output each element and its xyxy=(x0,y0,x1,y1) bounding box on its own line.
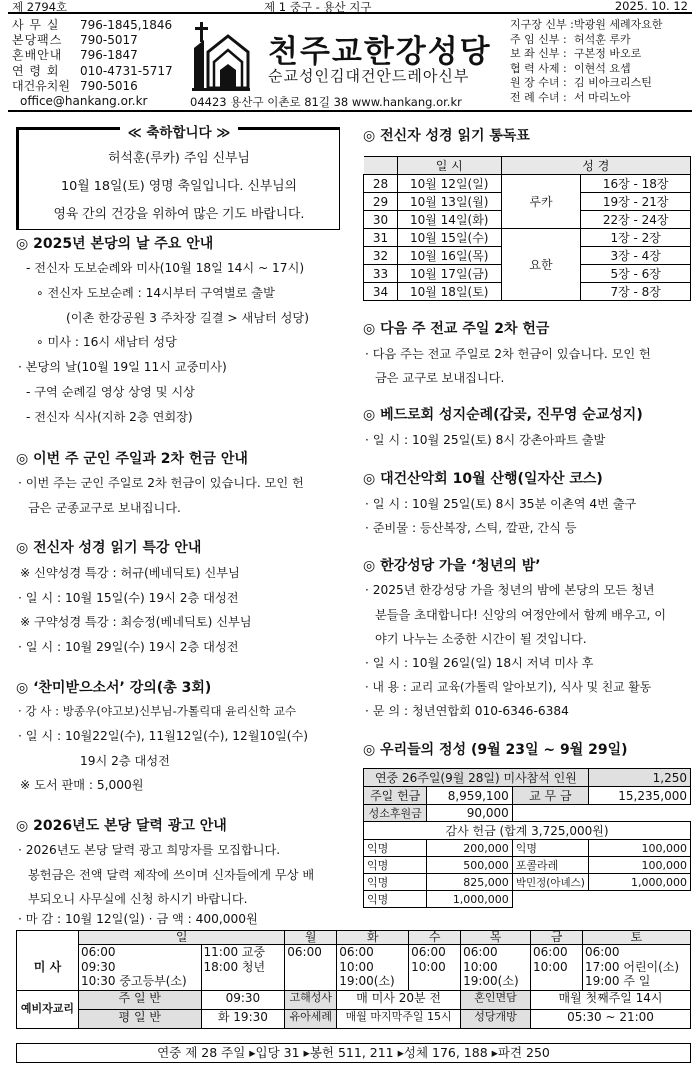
section-title: ◎ 대건산악회 10월 산행(일자산 코스) xyxy=(363,471,603,487)
section-line: 부되오니 사무실에 신청 하시기 바랍니다. xyxy=(28,892,248,906)
table-row: 예비자교리 주 일 반 09:30 고해성사 매 미사 20분 전 혼인면담 매월 첫째주일 14시 xyxy=(17,991,691,1010)
section-line: · 일 시 : 10월 25일(토) 8시 강촌아파트 출발 xyxy=(365,433,606,447)
section-line: 금은 교구로 보내집니다. xyxy=(375,371,505,385)
table-row: 주일 헌금 8,959,100 교 무 금 15,235,000 xyxy=(364,787,691,805)
section-line: · 강 사 : 방종우(야고보)신부님-가톨릭대 윤리신학 교수 xyxy=(18,704,297,718)
table-row: 29 10월 13일(월) 19장 - 21장 xyxy=(364,193,691,211)
address: 04423 용산구 이촌로 81길 38 www.hankang.or.kr xyxy=(190,95,462,109)
table-row: 익명 825,000 박민정(아녜스) 1,000,000 xyxy=(364,874,691,891)
book-name: 루카 xyxy=(501,175,581,229)
table-header: 성 경 xyxy=(501,157,690,175)
section-title: ◎ 전신자 성경 읽기 통독표 xyxy=(363,128,530,144)
section-line: ※ 신약성경 특강 : 허규(베네딕토) 신부님 xyxy=(20,566,240,580)
section-title: ◎ 이번 주 군인 주일과 2차 헌금 안내 xyxy=(16,451,248,467)
day-header: 일 xyxy=(78,931,284,945)
section-line: · 2026년도 본당 달력 광고 희망자를 모집합니다. xyxy=(18,843,281,857)
table-row: 34 10월 18일(토) 7장 - 8장 xyxy=(364,283,691,301)
contact-row: 연 령 회 010-4731-5717 xyxy=(12,63,173,78)
section-line: · 일 시 : 10월 15일(수) 19시 2층 대성전 xyxy=(18,591,239,605)
staff-row: 원 장 수녀 : 김 비아크리스틴 xyxy=(510,76,652,90)
day-header: 수 xyxy=(409,931,461,945)
reading-table xyxy=(363,156,691,301)
congrats-line: 10월 18일(토) 영명 축일입니다. 신부님의 xyxy=(61,179,297,194)
section-line: 봉헌금은 전액 달력 제작에 쓰이며 신자들에게 무상 배 xyxy=(28,868,315,882)
section-title: ◎ 베드로회 성지순례(갑곶, 진무영 순교성지) xyxy=(363,407,643,423)
table-row: 익명 1,000,000 xyxy=(364,891,691,908)
table-row: 미 사 06:00 09:30 10:30 중고등부(소) 11:00 교중 18:00 청년 06:00 06:00 10:00 19:00(소) 06:00 10:00 06:00 10:00 19:00(소) 06:00 10:00 06:00 17:00 어린이(소) 19:00 주 일 xyxy=(17,945,691,991)
table-header-row xyxy=(364,157,691,175)
table-row: 31 10월 15일(수) 요한 1장 - 2장 xyxy=(364,229,691,247)
liturgy-hymns-bar: 연중 제 28 주일 ▸입당 31 ▸봉헌 511, 211 ▸성체 176, 188 ▸파견 250 xyxy=(16,1043,691,1063)
table-row: 평 일 반 화 19:30 유아세례 매월 마지막주일 15시 성당개방 05:30 ~ 21:00 xyxy=(17,1010,691,1029)
day-header: 월 xyxy=(285,931,337,945)
congrats-line: 영육 간의 건강을 위하여 많은 기도 바랍니다. xyxy=(53,207,305,222)
section-title: ◎ 다음 주 전교 주일 2차 헌금 xyxy=(363,321,550,337)
date: 2025. 10. 12 xyxy=(614,0,688,13)
table-row: 성소후원금 90,000 xyxy=(364,805,691,822)
offering-table xyxy=(363,768,691,908)
section-line: · 일 시 : 10월22일(수), 11월12일(수), 12월10일(수) xyxy=(18,729,309,743)
day-header: 토 xyxy=(582,931,690,945)
contact-row: 대건유치원 790-5016 xyxy=(12,78,138,93)
table-row: 익명 200,000 익명 100,000 xyxy=(364,840,691,857)
section-line: - 전신자 식사(지하 2층 연회장) xyxy=(26,410,193,424)
section-line: ※ 도서 판매 : 5,000원 xyxy=(20,778,144,792)
church-logo-icon xyxy=(190,18,252,92)
book-name: 요한 xyxy=(501,229,581,301)
email[interactable]: office@hankang.or.kr xyxy=(20,94,148,109)
table-row: 익명 500,000 포콜라레 100,000 xyxy=(364,857,691,874)
section-line: · 일 시 : 10월 25일(토) 8시 35분 이촌역 4번 출구 xyxy=(365,497,637,511)
section-line: - 구역 순례길 영상 상영 및 시상 xyxy=(26,385,195,399)
section-line: 금은 군종교구로 보내집니다. xyxy=(28,501,181,515)
day-header: 화 xyxy=(337,931,409,945)
table-row: 32 10월 16일(목) 3장 - 4장 xyxy=(364,247,691,265)
section-line: ※ 구약성경 특강 : 최승정(베네딕토) 신부님 xyxy=(20,615,252,629)
table-header-row xyxy=(17,931,691,945)
issue-number: 제 2794호 xyxy=(12,0,68,14)
section-line: · 이번 주는 군인 주일로 2차 헌금이 있습니다. 모인 헌 xyxy=(18,476,304,490)
day-header: 목 xyxy=(461,931,531,945)
staff-row: 전 례 수녀 : 서 마리노아 xyxy=(510,90,631,104)
section-line: · 다음 주는 전교 주일로 2차 헌금이 있습니다. 모인 헌 xyxy=(365,347,651,361)
section-line: 분들을 초대합니다! 신앙의 여정안에서 함께 배우고, 이 xyxy=(375,608,667,622)
section-line: (이촌 한강공원 3 주차장 길결 > 새남터 성당) xyxy=(66,311,309,325)
section-title: ◎ 우리들의 정성 (9월 23일 ~ 9월 29일) xyxy=(363,742,628,758)
contact-row: 혼배안내 796-1847 xyxy=(12,48,138,63)
section-line: - 전신자 도보순례와 미사(10월 18일 14시 ~ 17시) xyxy=(26,261,305,275)
section-title: ◎ 2026년도 본당 달력 광고 안내 xyxy=(16,818,227,834)
section-line: · 내 용 : 교리 교육(가톨릭 알아보기), 식사 및 친교 활동 xyxy=(365,680,652,694)
congratulations-box xyxy=(16,127,340,230)
section-title: ◎ 전신자 성경 읽기 특강 안내 xyxy=(16,540,202,556)
table-header: 일 시 xyxy=(397,157,501,175)
section-title: ◎ ‘찬미받으소서’ 강의(총 3회) xyxy=(16,680,212,696)
catechism-label: 예비자교리 xyxy=(17,991,79,1029)
section-line: ∘ 미사 : 16시 새남터 성당 xyxy=(36,335,177,349)
section-line: · 일 시 : 10월 29일(수) 19시 2층 대성전 xyxy=(18,640,239,654)
table-row: 연중 26주일(9월 28일) 미사참석 인원 1,250 xyxy=(364,769,691,787)
table-row: 28 10월 12일(일) 루카 16장 - 18장 xyxy=(364,175,691,193)
section-line: · 문 의 : 청년연합회 010-6346-6384 xyxy=(365,704,569,718)
contact-row: 본당팩스 790-5017 xyxy=(12,33,138,48)
staff-row: 보 좌 신부 : 구본정 바오로 xyxy=(510,47,642,61)
staff-row: 지구장 신부 :박광원 세례자요한 xyxy=(510,18,663,31)
section-line: 19시 2층 대성전 xyxy=(80,754,170,768)
top-bar xyxy=(8,0,692,14)
church-subtitle: 순교성인김대건안드레아신부 xyxy=(268,67,470,85)
mass-label: 미 사 xyxy=(17,945,79,991)
staff-list xyxy=(510,18,696,106)
section-title: ◎ 2025년 본당의 날 주요 안내 xyxy=(16,236,214,252)
section-line: · 본당의 날(10월 19일 11시 교중미사) xyxy=(18,360,227,374)
section-line: · 일 시 : 10월 26일(일) 18시 저녁 미사 후 xyxy=(365,656,594,670)
section-line: ∘ 전신자 도보순례 : 14시부터 구역별로 출발 xyxy=(36,286,275,300)
mass-schedule-table xyxy=(16,930,691,1029)
section-line: 야기 나누는 소중한 시간이 될 것입니다. xyxy=(375,632,587,646)
section-title: ◎ 한강성당 가을 ‘청년의 밤’ xyxy=(363,558,541,574)
staff-row: 주 임 신부 : 허석훈 루카 xyxy=(510,32,631,46)
staff-row: 협 력 사제 : 이현석 요셉 xyxy=(510,61,631,75)
table-row: 30 10월 14일(화) 22장 - 24장 xyxy=(364,211,691,229)
contact-row: 사 무 실 796-1845,1846 xyxy=(12,18,173,32)
section-line: · 준비물 : 등산복장, 스틱, 깔판, 간식 등 xyxy=(365,521,577,535)
section-line: · 2025년 한강성당 가을 청년의 밤에 본당의 모든 청년 xyxy=(365,583,655,597)
day-header: 금 xyxy=(531,931,583,945)
table-row: 33 10월 17일(금) 5장 - 6장 xyxy=(364,265,691,283)
contact-list xyxy=(12,18,187,109)
header-divider xyxy=(8,110,692,112)
section-line: · 마 감 : 10월 12일(일) · 금 액 : 400,000원 xyxy=(18,912,258,926)
congrats-line: 허석훈(루카) 주임 신부님 xyxy=(108,151,250,166)
district: 제 1 중구 - 용산 지구 xyxy=(264,0,372,14)
church-name: 천주교한강성당 xyxy=(268,34,492,70)
table-row: 감사 헌금 (합계 3,725,000원) xyxy=(364,822,691,840)
congrats-title: ≪ 축하합니다 ≫ xyxy=(120,125,239,141)
